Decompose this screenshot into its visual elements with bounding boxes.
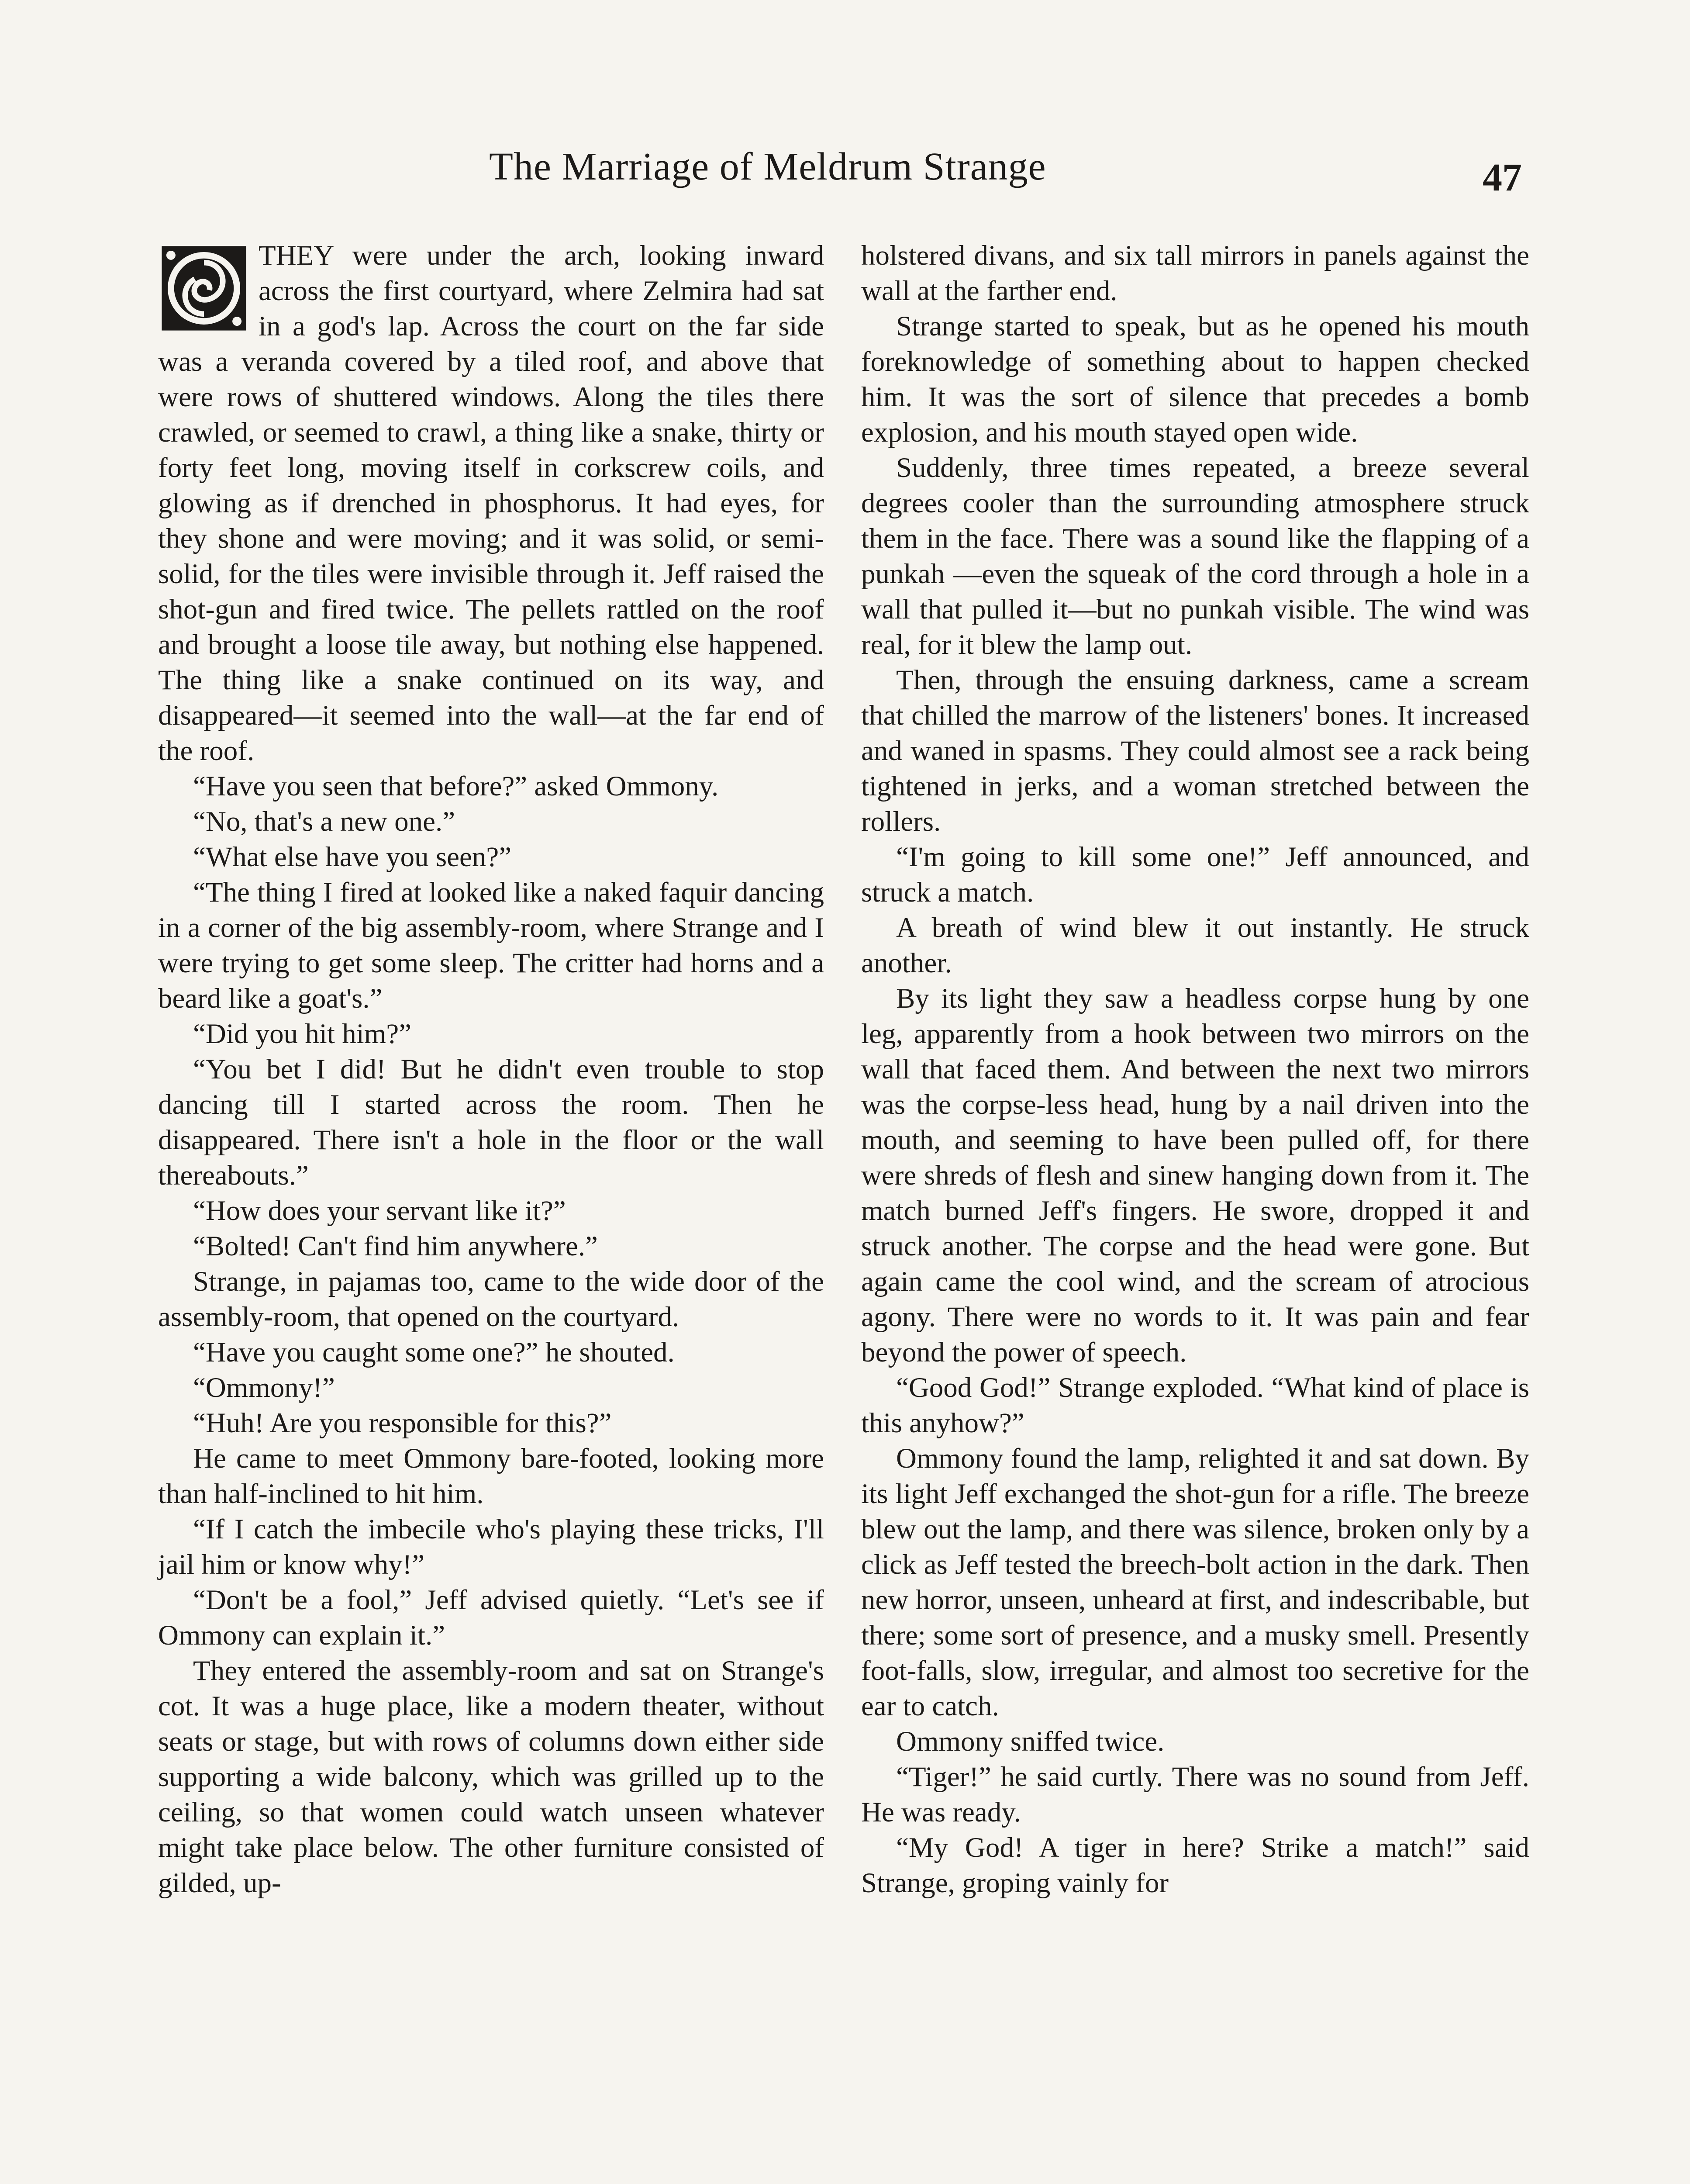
paragraph: By its light they saw a headless corpse hung by one leg, apparently from a hook between two mirrors on the wall that faced them. And between the next two mirrors was the corpse-less head, hung by a nail driven into the mouth, and seeming to have been pulled off, for there were shreds of flesh and sinew hanging down from it. The match burned Jeff's fingers. He swore, dropped it and struck another. The corpse and the head were gone. But again came the cool wind, and the scream of atrocious agony. There were no words to it. It was pain and fear beyond the power of speech. xyxy=(861,983,1529,1368)
paragraph: “Bolted! Can't find him anywhere.” xyxy=(193,1230,598,1262)
paragraph: “How does your servant like it?” xyxy=(193,1195,566,1227)
page-number: 47 xyxy=(1483,156,1522,199)
ornamental-dropcap-icon xyxy=(158,241,250,336)
paragraph: “No, that's a new one.” xyxy=(193,806,455,837)
paragraph: “The thing I fired at looked like a naked faquir dancing in a corner of the big assembly-room, where Strange and I were trying to get some sleep. The critter had horns and a beard like a goat's.” xyxy=(158,877,824,1014)
paragraph: “Have you seen that before?” asked Ommony. xyxy=(193,771,719,802)
paragraph: “What else have you seen?” xyxy=(193,841,512,873)
paragraph: “Don't be a fool,” Jeff advised quietly. “Let's see if Ommony can explain it.” xyxy=(158,1584,824,1651)
paragraph: “I'm going to kill some one!” Jeff announced, and struck a match. xyxy=(861,841,1529,908)
paragraph: THEY were under the arch, looking inward across the first courtyard, where Zelmira had sat in a god's lap. Across the court on the far side was a veranda covered by a tiled roof, and above that were rows of shuttered windows. Along the tiles there crawled, or seemed to crawl, a thing like a snake, thirty or forty feet long, moving itself in corkscrew coils, and glowing as if drenched in phosphorus. It had eyes, for they shone and were moving; and it was solid, or semi-solid, for the tiles were invisible through it. Jeff raised the shot-gun and fired twice. The pellets rattled on the roof and brought a loose tile away, but nothing else happened. The thing like a snake continued on its way, and disappeared—it seemed into the wall—at the far end of the roof. xyxy=(158,240,824,767)
paragraph: A breath of wind blew it out instantly. He struck another. xyxy=(861,912,1529,979)
paragraph: holstered divans, and six tall mirrors in panels against the wall at the farther end. xyxy=(861,240,1529,307)
paragraph: “If I catch the imbecile who's playing these tricks, I'll jail him or know why!” xyxy=(158,1514,824,1580)
paragraph: “Huh! Are you responsible for this?” xyxy=(193,1407,612,1439)
left-column xyxy=(158,238,824,1901)
paragraph: They entered the assembly-room and sat on Strange's cot. It was a huge place, like a modern theater, without seats or stage, but with rows of columns down either side supporting a wide balcony, which was grilled up to the ceiling, so that women could watch unseen whatever might take place below. The other furniture consisted of gilded, up- xyxy=(158,1655,824,1899)
paragraph: “You bet I did! But he didn't even trouble to stop dancing till I started across the room. Then he disappeared. There isn't a hole in the floor or the wall thereabouts.” xyxy=(158,1054,824,1191)
paragraph: “Good God!” Strange exploded. “What kind of place is this anyhow?” xyxy=(861,1372,1529,1439)
paragraph: “Tiger!” he said curtly. There was no sound from Jeff. He was ready. xyxy=(861,1761,1529,1828)
running-title: The Marriage of Meldrum Strange xyxy=(489,145,1046,188)
paragraph: “Did you hit him?” xyxy=(193,1018,412,1050)
paragraph: Then, through the ensuing darkness, came a scream that chilled the marrow of the listeners' bones. It increased and waned in spasms. They could almost see a rack being tightened in jerks, and a woman stretched between the rollers. xyxy=(861,664,1529,837)
paragraph: “Have you caught some one?” he shouted. xyxy=(193,1337,675,1368)
paragraph: Strange started to speak, but as he opened his mouth foreknowledge of something about to happen checked him. It was the sort of silence that precedes a bomb explosion, and his mouth stayed open wide. xyxy=(861,311,1529,448)
paragraph: Ommony found the lamp, relighted it and sat down. By its light Jeff exchanged the shot-gun for a rifle. The breeze blew out the lamp, and there was silence, broken only by a click as Jeff tested the breech-bolt action in the dark. Then new horror, unseen, unheard at first, and indescribable, but there; some sort of presence, and a musky smell. Presently foot-falls, slow, irregular, and almost too secretive for the ear to catch. xyxy=(861,1443,1529,1722)
paragraph: Ommony sniffed twice. xyxy=(896,1726,1165,1757)
right-column xyxy=(861,238,1529,1901)
paragraph: He came to meet Ommony bare-footed, looking more than half-inclined to hit him. xyxy=(158,1443,824,1510)
paragraph: Strange, in pajamas too, came to the wide door of the assembly-room, that opened on the courtyard. xyxy=(158,1266,824,1333)
paragraph: “My God! A tiger in here? Strike a match!” said Strange, groping vainly for xyxy=(861,1832,1529,1899)
running-header xyxy=(0,144,1690,210)
paragraph: “Ommony!” xyxy=(193,1372,335,1403)
paragraph: Suddenly, three times repeated, a breeze several degrees cooler than the surrounding atmosphere struck them in the face. There was a sound like the flapping of a punkah —even the squeak of the cord through a hole in a wall that pulled it—but no punkah visible. The wind was real, for it blew the lamp out. xyxy=(861,452,1529,660)
